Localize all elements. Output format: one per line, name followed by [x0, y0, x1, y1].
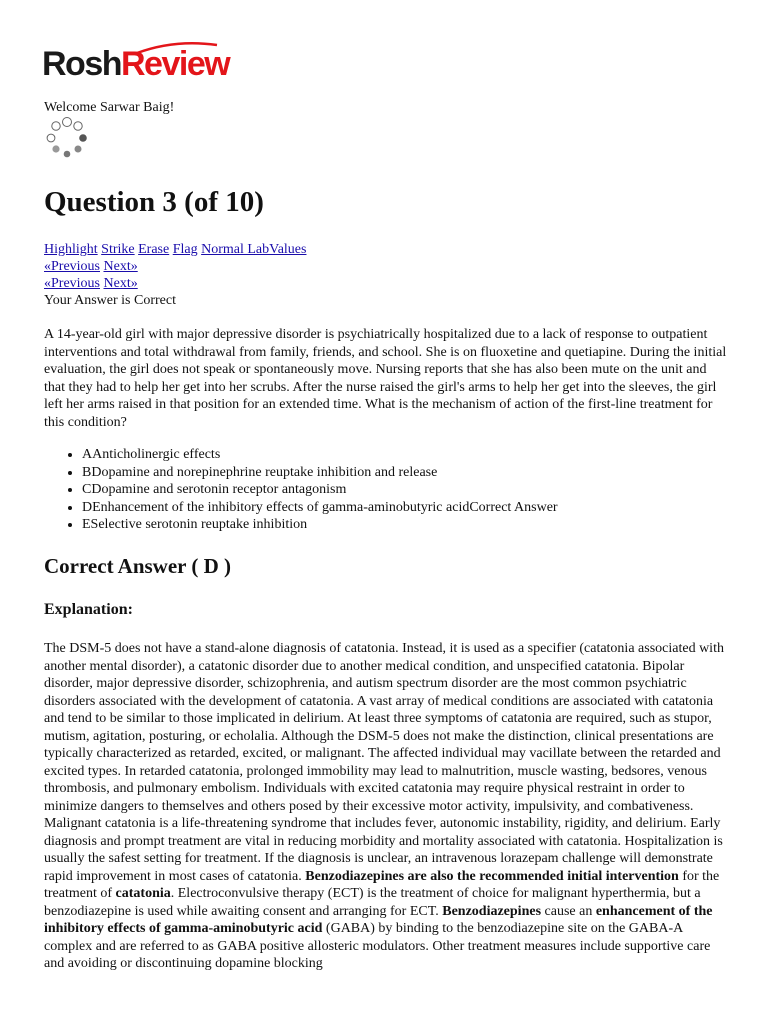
previous-link[interactable]: «Previous: [44, 259, 100, 274]
answer-choice-e[interactable]: • ESelective serotonin reuptake inhibition: [82, 516, 558, 534]
explanation-bold-segment: Benzodiazepines are also the recommended initial intervention: [305, 868, 679, 884]
next-link[interactable]: Next»: [103, 259, 138, 274]
explanation-segment: The DSM-5 does not have a stand-alone diagnosis of catatonia. Instead, it is used as a specifier (catatonia associated with another mental disorder), a catatonic disorder due to another medical condition, and unspecified catatonia. Bipolar disorder, major depressive disorder, schizophrenia, and autism spectrum disorder are the most common psychiatric disorders associated with the development of catatonia. A vast array of medical conditions are associated with catatonia and tend to be similar to those implicated in delirium. At least three symptoms of catatonia are required, such as stupor, mutism, agitation, posturing, or echolalia. Although the DSM-5 does not make the distinction, clinical presentations are typically characterized as retarded, excited, or malignant. The affected individual may vacillate between the retarded and excited types. In retarded catatonia, prolonged immobility may lead to malnutrition, muscle wasting, bedsores, venous thrombosis, and pulmonary embolism. Individuals with excited catatonia may require physical restraint in order to minimize dangers to themselves and others posed by their excessive motor activity, impulsivity, and combativeness. Malignant catatonia is a life-threatening syndrome that includes fever, autonomic instability, rigidity, and delirium. Early diagnosis and prompt treatment are vital in reducing morbidity and mortality associated with catatonia. Hospitalization is usually the safest setting for treatment. If the diagnosis is unclear, an intravenous lorazepam challenge will demonstrate rapid improvement in most cases of catatonia.: [44, 641, 724, 884]
question-nav-bottom: [44, 275, 138, 293]
answer-result-status: Your Answer is Correct: [44, 293, 176, 308]
answer-choices-list: [44, 446, 558, 534]
roshreview-logo[interactable]: [42, 44, 229, 84]
explanation-heading: Explanation:: [44, 601, 133, 618]
explanation-segment: . Electroconvulsive therapy (ECT) is the treatment of choice for malignant hyperthermia, but a benzodiazepine is used while awaiting consent and arranging for ECT.: [44, 886, 701, 919]
question-title: Question 3 (of 10): [44, 186, 264, 218]
explanation-bold-segment: enhancement of the inhibitory effects of gamma-aminobutyric acid: [44, 903, 713, 936]
explanation-segment: (GABA) by binding to the benzodiazepine site on the GABA-A complex and are referred to as GABA positive allosteric modulators. Other treatment measures include supportive care and avoiding or discontinuing dopamine blocking: [44, 921, 711, 971]
welcome-message: Welcome Sarwar Baig!: [44, 100, 175, 115]
answer-choice-b[interactable]: • BDopamine and norepinephrine reuptake inhibition and release: [82, 464, 558, 482]
logo-rosh-text: Rosh: [42, 45, 121, 83]
flag-link[interactable]: Flag: [172, 242, 198, 257]
explanation-text: [44, 640, 728, 973]
question-stem: A 14-year-old girl with major depressive disorder is psychiatrically hospitalized due to a lack of response to outpatient interventions and total withdrawal from family, friends, and school. She is on fluoxetine and quetiapine. During the initial evaluation, the girl does not speak or spontaneously move. Nursing reports that she has also been mute on the unit and that they had to help her get into her scrubs. After the nurse raised the girl's arms to help her get into the sleeves, the girl left her arms raised in that position for an extended time. What is the mechanism of action of the first-line treatment for this condition?: [44, 327, 727, 430]
normal-lab-values-link[interactable]: Normal LabValues: [201, 242, 307, 257]
loading-spinner-icon: [44, 116, 90, 162]
question-nav-top: [44, 258, 138, 276]
answer-choice-a[interactable]: • AAnticholinergic effects: [82, 446, 558, 464]
erase-link[interactable]: Erase: [138, 242, 170, 257]
explanation-bold-segment: Benzodiazepines: [442, 903, 542, 919]
logo-swoosh-icon: [135, 41, 219, 55]
previous-link[interactable]: «Previous: [44, 276, 100, 291]
next-link[interactable]: Next»: [103, 276, 138, 291]
explanation-bold-segment: catatonia: [115, 886, 171, 901]
answer-choice-d[interactable]: • DEnhancement of the inhibitory effects of gamma-aminobutyric acidCorrect Answer: [82, 499, 558, 517]
explanation-segment: cause an: [541, 903, 596, 919]
strike-link[interactable]: Strike: [101, 242, 135, 257]
question-toolbar: [44, 241, 306, 259]
answer-choice-c[interactable]: • CDopamine and serotonin receptor antagonism: [82, 481, 558, 499]
logo-review-text: Review: [121, 45, 229, 83]
correct-answer-heading: Correct Answer ( D ): [44, 554, 232, 578]
explanation-segment: for the treatment of: [44, 868, 720, 901]
highlight-link[interactable]: Highlight: [44, 242, 98, 257]
